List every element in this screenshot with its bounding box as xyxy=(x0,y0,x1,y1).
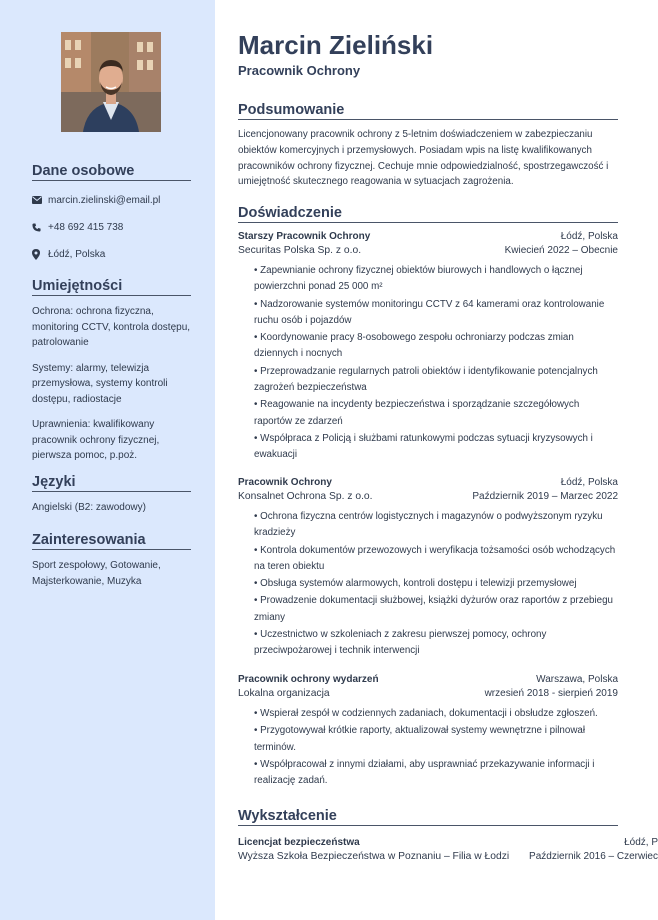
education-dates: Październik 2016 – Czerwiec xyxy=(529,851,658,862)
job-bullet: • Ochrona fizyczna centrów logistycznych i magazynów o podwyższonym ryzyku kradzieży xyxy=(254,511,603,539)
experience-heading: Doświadczenie xyxy=(238,205,618,223)
envelope-icon xyxy=(32,196,46,204)
job-entry xyxy=(238,230,618,465)
job-bullet: • Współpraca z Policją i służbami ratunkowymi podczas sytuacji kryzysowych i ewakuacji xyxy=(254,432,593,461)
job-bullet: • Współpracował z innymi działami, aby usprawniać przekazywanie informacji i realizację zadań. xyxy=(254,758,595,787)
contact-phone-text: +48 692 415 738 xyxy=(48,221,124,233)
job-title: Pracownik Ochrony xyxy=(238,477,332,488)
job-dates: Październik 2019 – Marzec 2022 xyxy=(472,491,618,502)
job-dates: Kwiecień 2022 – Obecnie xyxy=(504,245,618,256)
personal-heading: Dane osobowe xyxy=(32,163,191,181)
skill-licenses: Uprawnienia: kwalifikowany pracownik ochrony fizycznej, pierwsza pomoc, p.poż. xyxy=(32,419,160,461)
job-location: Łódź, Polska xyxy=(560,477,618,488)
job-bullet: • Prowadzenie dokumentacji służbowej, książki dyżurów oraz raportów z przebiegu zmiany xyxy=(254,595,614,623)
skills-section xyxy=(32,278,191,474)
person-role: Pracownik Ochrony xyxy=(238,63,361,78)
job-bullet: • Przygotowywał krótkie raporty, aktualizował systemy wewnętrzne i pilnował terminów. xyxy=(254,725,586,753)
job-bullet: • Reagowanie na incydenty bezpieczeństwa i sporządzanie szczegółowych raportów ze zdarzeń xyxy=(254,399,580,427)
job-bullets xyxy=(238,263,618,464)
education-degree: Licencjat bezpieczeństwa xyxy=(238,837,360,848)
job-bullet: • Nadzorowanie systemów monitoringu CCTV z 64 kamerami oraz kontrolowanie ruchu osób i pojazdów xyxy=(254,298,605,326)
job-dates: wrzesień 2018 - sierpień 2019 xyxy=(484,688,618,699)
education-school: Wyższa Szkoła Bezpieczeństwa w Poznaniu – Filia w Łodzi xyxy=(238,851,510,862)
job-bullet: • Przeprowadzanie regularnych patroli obiektów i identyfikowanie potencjalnych zagrożeń bezpieczeństwa xyxy=(254,365,598,394)
job-bullet: • Obsługa systemów alarmowych, kontroli dostępu i telewizji przemysłowej xyxy=(254,578,577,590)
job-bullets xyxy=(238,706,618,789)
contact-location-text: Łódź, Polska xyxy=(48,248,106,260)
summary-heading: Podsumowanie xyxy=(238,102,618,120)
job-bullet: • Wspierał zespół w codziennych zadaniach, dokumentacji i obsłudze zgłoszeń. xyxy=(254,708,598,719)
education-entry xyxy=(238,836,658,864)
languages-text: Angielski (B2: zawodowy) xyxy=(32,502,146,513)
job-location: Warszawa, Polska xyxy=(536,674,618,685)
job-bullet: • Zapewnianie ochrony fizycznej obiektów biurowych i handlowych o łącznej powierzchni ponad 25 000 m² xyxy=(254,265,583,293)
skill-protection: Ochrona: ochrona fizyczna, monitoring CCTV, kontrola dostępu, patrolowanie xyxy=(32,306,191,348)
interests-text: Sport zespołowy, Gotowanie, Majsterkowanie, Muzyka xyxy=(32,560,161,587)
phone-icon xyxy=(32,223,46,232)
contact-location xyxy=(32,246,191,262)
job-location: Łódź, Polska xyxy=(560,231,618,242)
languages-section xyxy=(32,474,191,526)
skill-systems: Systemy: alarmy, telewizja przemysłowa, systemy kontroli dostępu, radiostacje xyxy=(32,362,168,405)
education-heading: Wykształcenie xyxy=(238,808,618,826)
avatar xyxy=(61,32,161,132)
interests-section xyxy=(32,532,191,599)
skills-heading: Umiejętności xyxy=(32,278,191,296)
job-bullets xyxy=(238,509,618,660)
job-title: Starszy Pracownik Ochrony xyxy=(238,231,371,242)
location-pin-icon xyxy=(32,249,46,260)
job-company: Lokalna organizacja xyxy=(238,688,330,699)
job-entry xyxy=(238,673,618,790)
job-title: Pracownik ochrony wydarzeń xyxy=(238,674,379,685)
interests-heading: Zainteresowania xyxy=(32,532,191,550)
contact-phone[interactable] xyxy=(32,219,191,235)
job-company: Konsalnet Ochrona Sp. z o.o. xyxy=(238,491,373,502)
job-bullet: • Kontrola dokumentów przewozowych i weryfikacja tożsamości osób wchodzących na teren obiektu xyxy=(254,544,616,572)
contact-email[interactable] xyxy=(32,192,191,208)
education-location: Łódź, P xyxy=(624,837,658,848)
summary-text: Licencjonowany pracownik ochrony z 5-letnim doświadczeniem w zabezpieczaniu obiektów komercyjnych i przemysłowych. Posiadam wpis na listę kwalifikowanych pracowników ochrony fizycznej. Cechuje mnie odpowiedzialność, spostrzegawczość i umiejętność skutecznego reagowania w sytuacjach zagrożenia. xyxy=(238,129,609,188)
job-entry xyxy=(238,476,618,661)
sidebar xyxy=(0,0,215,920)
person-name: Marcin Zieliński xyxy=(238,30,434,60)
job-bullet: • Uczestnictwo w szkoleniach z zakresu pierwszej pomocy, ochrony przeciwpożarowej i technik interwencji xyxy=(254,629,547,657)
job-bullet: • Koordynowanie pracy 8-osobowego zespołu ochroniarzy podczas zmian dziennych i nocnych xyxy=(254,332,574,360)
contact-email-text: marcin.zielinski@email.pl xyxy=(48,194,161,206)
personal-section xyxy=(32,163,191,273)
languages-heading: Języki xyxy=(32,474,191,492)
job-company: Securitas Polska Sp. z o.o. xyxy=(238,245,362,256)
